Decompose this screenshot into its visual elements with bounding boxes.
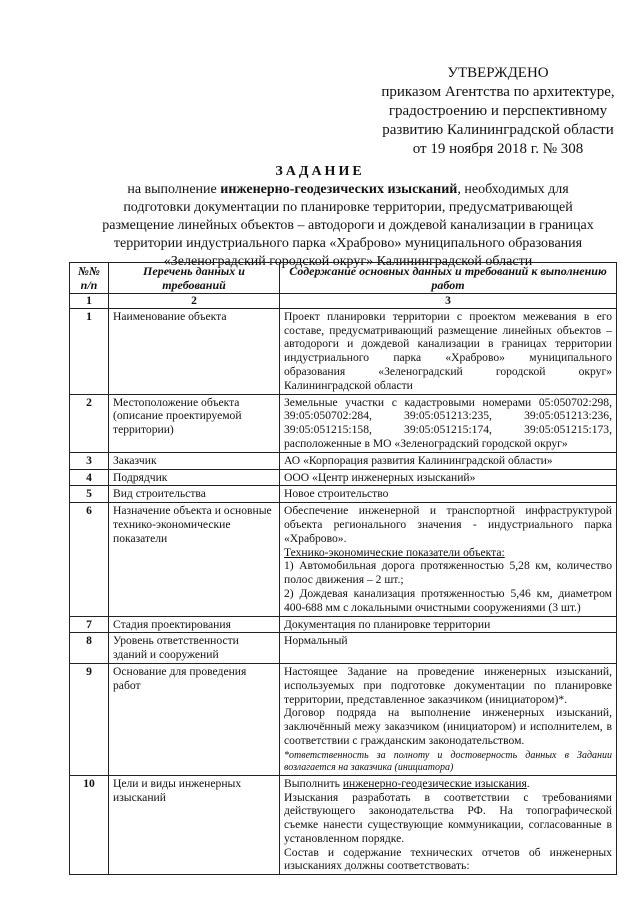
table-row xyxy=(70,308,617,394)
header-name: Перечень данных и требований xyxy=(109,263,280,294)
content-line: полос движения – 2 шт.; xyxy=(284,573,404,587)
document-title: ЗАДАНИЕ xyxy=(275,164,365,179)
content-line: действующего законодательства РФ. На топографической xyxy=(284,804,612,818)
content-line: Нормальный xyxy=(284,634,348,648)
row-content xyxy=(280,486,617,503)
row-content xyxy=(280,469,617,486)
row-number: 3 xyxy=(70,452,109,469)
content-line: составе, предусматривающий размещение линейных объектов – xyxy=(284,323,612,337)
content-line: съемке нанести существующие коммуникации, согласованные в xyxy=(284,818,612,832)
content-line: расположенные в МО «Зеленоградский городской округ» xyxy=(284,436,568,450)
content-line: соответствии с гражданским законодательством. xyxy=(284,733,525,747)
table-index-row xyxy=(70,294,617,309)
row-number: 8 xyxy=(70,633,109,664)
subtitle-line-5: «Зеленоградский городской округ» Калининградской области xyxy=(163,254,533,269)
approval-block xyxy=(380,64,616,159)
index-cell: 3 xyxy=(280,294,617,309)
content-line: образования «Зеленоградский городской округ» xyxy=(284,364,612,378)
content-line: «Храброво». xyxy=(284,531,347,545)
row-content xyxy=(280,663,617,775)
content-line: установленном порядке. xyxy=(284,831,405,845)
subtitle-line-1: на выполнение инженерно-геодезических изысканий, необходимых для xyxy=(127,182,569,197)
content-line: Технико-экономические показатели объекта: xyxy=(284,545,505,559)
approval-title: УТВЕРЖДЕНО xyxy=(447,65,549,81)
row-label: Наименование объекта xyxy=(109,308,280,394)
row-number: 4 xyxy=(70,469,109,486)
table-row xyxy=(70,663,617,775)
content-line: изысканиях должны соответствовать: xyxy=(284,859,470,873)
row-label: Вид строительства xyxy=(109,486,280,503)
approval-region: развитию Калининградской области xyxy=(382,122,614,138)
table-row xyxy=(70,503,617,616)
content-line: территории, представленное заказчиком (инициатором)*. xyxy=(284,692,568,706)
content-line: используемых при подготовке документации по планировке xyxy=(284,678,612,692)
row-number: 2 xyxy=(70,394,109,452)
subtitle-line-2: подготовки документации по планировке территории, предусматривающей xyxy=(123,200,573,215)
responsibility-note: *ответственность за полноту и достоверность данных в Задании возлагается на заказчика (инициатора) xyxy=(284,749,612,773)
table-header-row xyxy=(70,263,617,294)
content-line: 1) Автомобильная дорога протяженностью 5,28 км, количество xyxy=(284,559,612,573)
row-content xyxy=(280,394,617,452)
survey-type: инженерно-геодезических изысканий xyxy=(220,182,458,197)
table-row xyxy=(70,394,617,452)
row-label: Основание для проведения работ xyxy=(109,663,280,775)
row-content xyxy=(280,503,617,616)
row-content xyxy=(280,616,617,633)
header-content: Содержание основных данных и требований к выполнению работ xyxy=(280,263,617,294)
table-row xyxy=(70,469,617,486)
content-line: 39:05:050702:284, 39:05:051213:235, 39:05:051213:236, xyxy=(284,409,612,423)
row-number: 5 xyxy=(70,486,109,503)
table-row xyxy=(70,486,617,503)
row-content xyxy=(280,452,617,469)
content-line: Настоящее Задание на проведение инженерных изысканий, xyxy=(284,664,612,678)
content-line: заключённый межу заказчиком (инициатором) и исполнителем, в xyxy=(284,720,612,734)
row-label: Стадия проектирования xyxy=(109,616,280,633)
table-row xyxy=(70,452,617,469)
row-number: 9 xyxy=(70,663,109,775)
content-line: 39:05:051215:158, 39:05:051215:174, 39:05:051215:173, xyxy=(284,423,612,437)
approval-agency: градостроению и перспективному xyxy=(388,103,608,119)
content-line: 400-688 мм с локальными очистными сооружениями (3 шт.) xyxy=(284,600,581,614)
content-line: Изыскания разработать в соответствии с требованиями xyxy=(284,790,612,804)
document-subtitle xyxy=(88,181,608,271)
content-line: Земельные участки с кадастровыми номерами 05:050702:298, xyxy=(284,395,612,409)
content-line: 2) Дождевая канализация протяженностью 5,46 км, диаметром xyxy=(284,586,612,600)
survey-kind: инженерно-геодезические изыскания xyxy=(342,776,527,790)
table-row xyxy=(70,616,617,633)
content-line: Обеспечение инженерной и транспортной инфраструктурой xyxy=(284,504,612,518)
content-line: индустриального парка «Храброво» муниципального xyxy=(284,351,612,365)
subtitle-line-3: размещение линейных объектов – автодороги и дождевой канализации в границах xyxy=(102,218,594,233)
content-line: Документация по планировке территории xyxy=(284,617,491,631)
row-label: Заказчик xyxy=(109,452,280,469)
row-label: Цели и виды инженерных изысканий xyxy=(109,775,280,875)
table-row xyxy=(70,775,617,875)
table-row xyxy=(70,633,617,664)
approval-date: от 19 ноября 2018 г. № 308 xyxy=(412,141,584,157)
row-number: 10 xyxy=(70,775,109,875)
content-line: Новое строительство xyxy=(284,487,389,501)
row-number: 1 xyxy=(70,308,109,394)
requirements-table xyxy=(69,262,617,875)
content-line: автодороги и дождевой канализации в границах территории xyxy=(284,337,612,351)
content-line: АО «Корпорация развития Калининградской области» xyxy=(284,453,553,467)
row-content xyxy=(280,308,617,394)
row-label: Местоположение объекта (описание проектируемой территории) xyxy=(109,394,280,452)
row-label: Назначение объекта и основные технико-экономические показатели xyxy=(109,503,280,616)
row-number: 7 xyxy=(70,616,109,633)
subtitle-line-4: территории индустриального парка «Храброво» муниципального образования xyxy=(113,236,583,251)
row-content xyxy=(280,775,617,875)
content-line: Договор подряда на выполнение инженерных изысканий, xyxy=(284,706,612,720)
content-line: Состав и содержание технических отчетов об инженерных xyxy=(284,845,612,859)
content-line: Выполнить инженерно-геодезические изыскания. xyxy=(284,776,530,790)
header-num: №№ п/п xyxy=(70,263,109,294)
approval-order: приказом Агентства по архитектуре, xyxy=(381,84,615,100)
row-label: Подрядчик xyxy=(109,469,280,486)
index-cell: 2 xyxy=(109,294,280,309)
row-number: 6 xyxy=(70,503,109,616)
index-cell: 1 xyxy=(70,294,109,309)
content-line: ООО «Центр инженерных изысканий» xyxy=(284,470,476,484)
table-body xyxy=(70,308,617,874)
content-line: объекта регионального значения - индустриального парка xyxy=(284,517,612,531)
content-line: Проект планировки территории с проектом межевания в его xyxy=(284,309,612,323)
row-content xyxy=(280,633,617,664)
row-label: Уровень ответственности зданий и сооружений xyxy=(109,633,280,664)
content-line: Калининградской области xyxy=(284,378,413,392)
